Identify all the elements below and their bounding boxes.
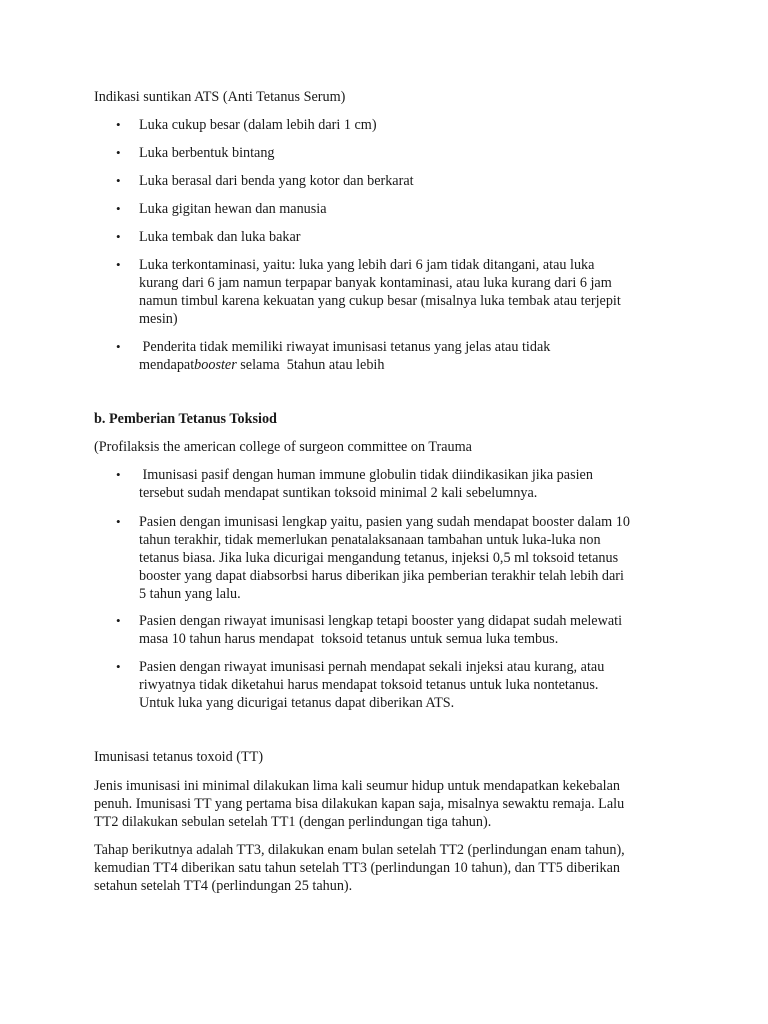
tt-paragraph-1-line-3: TT2 dilakukan sebulan setelah TT1 (dengan perlindungan tiga tahun). — [94, 814, 492, 830]
bullet-icon: • — [116, 467, 121, 482]
toksoid-item-4-line-3: Untuk luka yang dicurigai tetanus dapat diberikan ATS. — [139, 695, 455, 711]
toksoid-item-2-line-1: Pasien dengan imunisasi lengkap yaitu, pasien yang sudah mendapat booster dalam 10 — [139, 514, 630, 530]
toksoid-heading: b. Pemberian Tetanus Toksiod — [94, 411, 277, 427]
toksoid-item-3-line-2: masa 10 tahun harus mendapat toksoid tetanus untuk semua luka tembus. — [139, 631, 559, 647]
ats-item-3: Luka berasal dari benda yang kotor dan berkarat — [139, 173, 414, 189]
ats-item-6-line-4: mesin) — [139, 311, 178, 327]
toksoid-item-1-line-1: Imunisasi pasif dengan human immune globulin tidak diindikasikan jika pasien — [139, 467, 593, 483]
ats-item-1: Luka cukup besar (dalam lebih dari 1 cm) — [139, 117, 377, 133]
tt-paragraph-1-line-2: penuh. Imunisasi TT yang pertama bisa dilakukan kapan saja, misalnya sewaktu remaja. Lalu — [94, 796, 625, 812]
booster-emphasis: booster — [194, 357, 237, 373]
bullet-icon: • — [116, 613, 121, 628]
toksoid-item-4-line-2: riwyatnya tidak diketahui harus mendapat toksoid tetanus untuk luka nontetanus. — [139, 677, 599, 693]
toksoid-item-2-line-2: tahun terakhir, tidak memerlukan penatalaksanaan tambahan untuk luka-luka non — [139, 532, 601, 548]
bullet-icon: • — [116, 514, 121, 529]
tt-paragraph-2-line-2: kemudian TT4 diberikan satu tahun setelah TT3 (perlindungan 10 tahun), dan TT5 diberikan — [94, 860, 620, 876]
toksoid-item-2-line-5: 5 tahun yang lalu. — [139, 586, 241, 602]
bullet-icon: • — [116, 339, 121, 354]
bullet-icon: • — [116, 117, 121, 132]
toksoid-item-1-line-2: tersebut sudah mendapat suntikan toksoid minimal 2 kali sebelumnya. — [139, 485, 538, 501]
tt-paragraph-2-line-3: setahun setelah TT4 (perlindungan 25 tahun). — [94, 878, 353, 894]
bullet-icon: • — [116, 659, 121, 674]
bullet-icon: • — [116, 201, 121, 216]
toksoid-item-2-line-3: tetanus biasa. Jika luka dicurigai mengandung tetanus, injeksi 0,5 ml toksoid tetanus — [139, 550, 619, 566]
ats-item-6-line-3: namun timbul karena kekuatan yang cukup besar (misalnya luka tembak atau terjepit — [139, 293, 621, 309]
bullet-icon: • — [116, 257, 121, 272]
toksoid-item-2-line-4: booster yang dapat diabsorbsi harus diberikan jika pemberian terakhir telah lebih dari — [139, 568, 624, 584]
bullet-icon: • — [116, 145, 121, 160]
toksoid-item-3-line-1: Pasien dengan riwayat imunisasi lengkap tetapi booster yang didapat sudah melewati — [139, 613, 623, 629]
ats-item-2: Luka berbentuk bintang — [139, 145, 275, 161]
tt-heading: Imunisasi tetanus toxoid (TT) — [94, 749, 264, 765]
toksoid-item-4-line-1: Pasien dengan riwayat imunisasi pernah mendapat sekali injeksi atau kurang, atau — [139, 659, 605, 675]
ats-heading: Indikasi suntikan ATS (Anti Tetanus Serum) — [94, 89, 346, 105]
ats-item-7-line-1: Penderita tidak memiliki riwayat imunisasi tetanus yang jelas atau tidak — [139, 339, 551, 355]
bullet-icon: • — [116, 229, 121, 244]
toksoid-intro: (Profilaksis the american college of surgeon committee on Trauma — [94, 439, 472, 455]
ats-item-6-line-1: Luka terkontaminasi, yaitu: luka yang lebih dari 6 jam tidak ditangani, atau luka — [139, 257, 595, 273]
ats-item-4: Luka gigitan hewan dan manusia — [139, 201, 327, 217]
bullet-icon: • — [116, 173, 121, 188]
ats-item-7-tail: selama 5tahun atau lebih — [236, 357, 385, 373]
ats-item-7-text: mendapat — [139, 357, 195, 373]
tt-paragraph-1-line-1: Jenis imunisasi ini minimal dilakukan lima kali seumur hidup untuk mendapatkan kekebalan — [94, 778, 621, 794]
ats-item-7-line-2 — [139, 356, 384, 374]
ats-item-6-line-2: kurang dari 6 jam namun terpapar banyak kontaminasi, atau luka kurang dari 6 jam — [139, 275, 612, 291]
ats-item-5: Luka tembak dan luka bakar — [139, 229, 301, 245]
tt-paragraph-2-line-1: Tahap berikutnya adalah TT3, dilakukan enam bulan setelah TT2 (perlindungan enam tahun), — [94, 842, 625, 858]
